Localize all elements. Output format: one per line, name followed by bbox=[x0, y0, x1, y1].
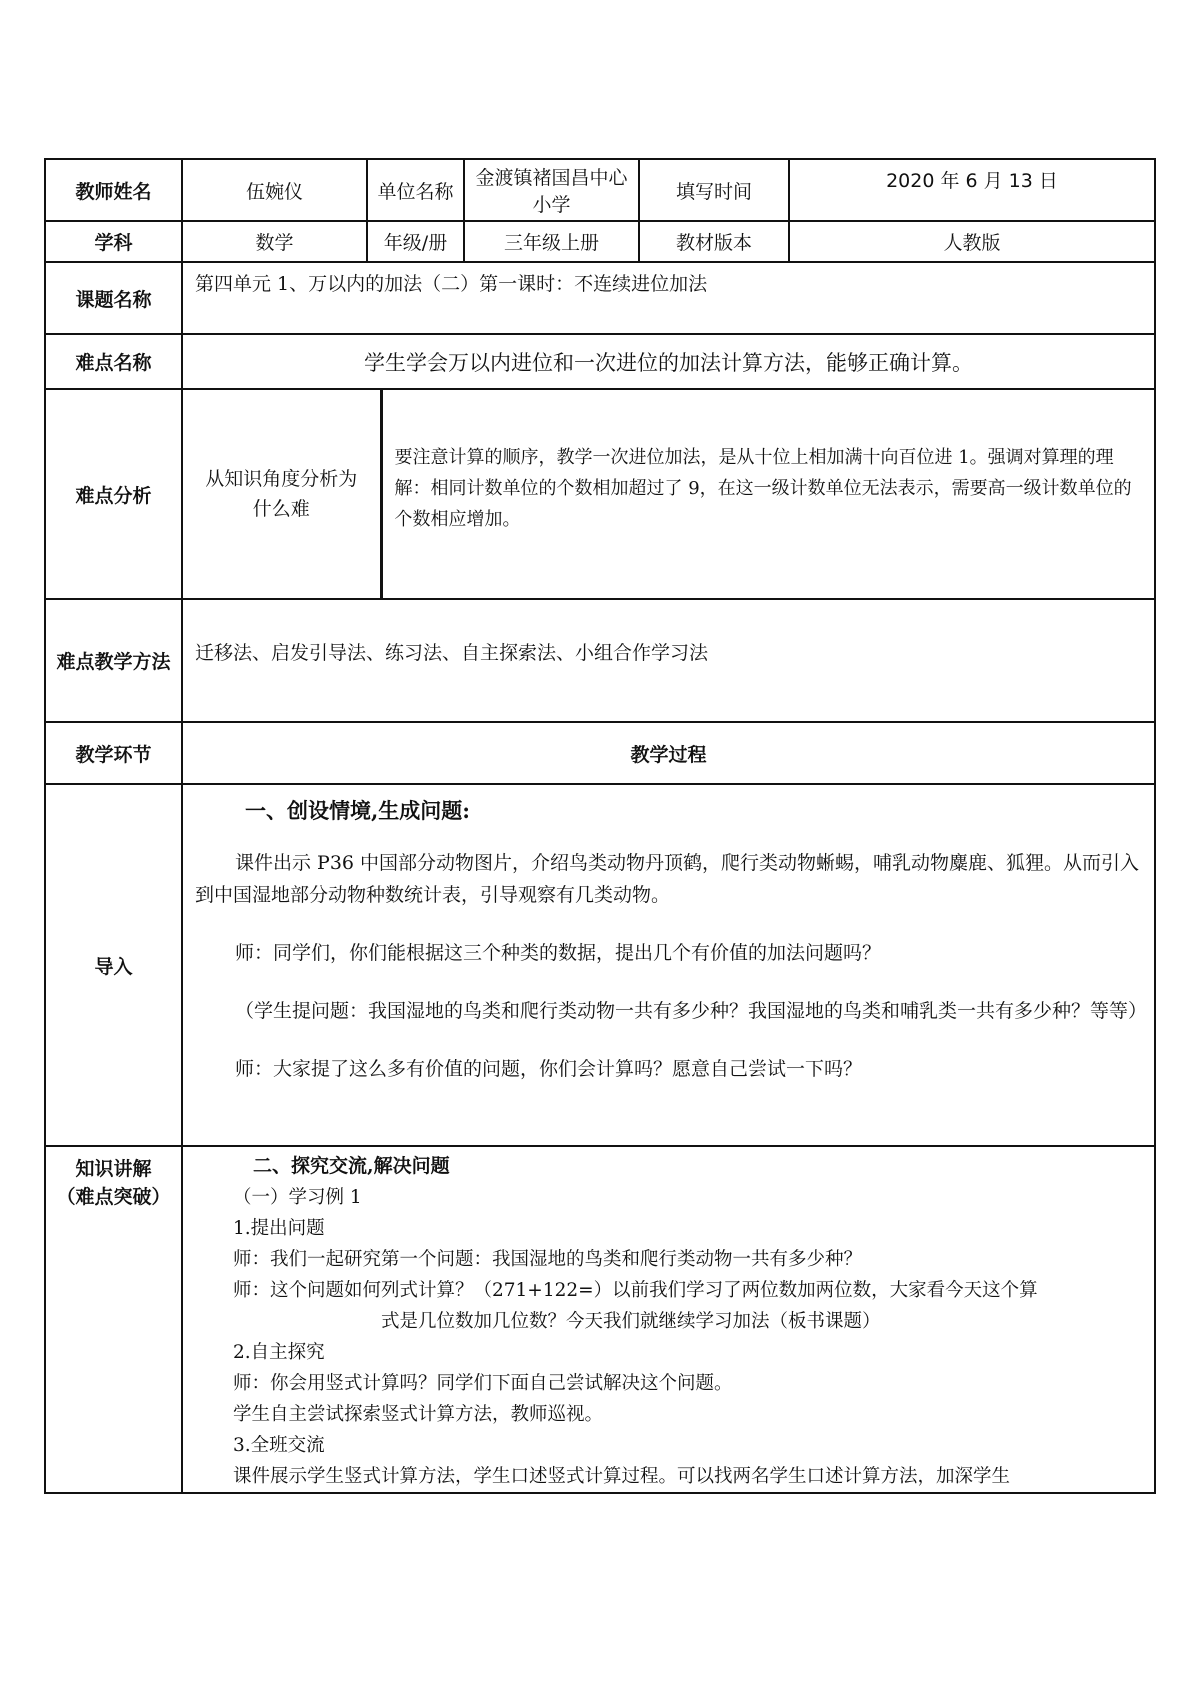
knowledge-label bbox=[45, 1146, 182, 1493]
teacher-info-row bbox=[45, 159, 1155, 221]
edition-value: 人教版 bbox=[789, 221, 1155, 262]
knowledge-line-8: 学生自主尝试探索竖式计算方法，教师巡视。 bbox=[233, 1404, 604, 1425]
analysis-content bbox=[182, 389, 1155, 599]
unit-name-line2: 小学 bbox=[532, 194, 571, 216]
edition-label: 教材版本 bbox=[639, 221, 789, 262]
intro-paragraph-4: 师：大家提了这么多有价值的问题，你们会计算吗？愿意自己尝试一下吗？ bbox=[235, 1058, 863, 1080]
analysis-nested-table bbox=[183, 390, 1154, 598]
methods-row bbox=[45, 599, 1155, 722]
grade-value: 三年级上册 bbox=[464, 221, 639, 262]
intro-paragraph-1: 课件出示 P36 中国部分动物图片，介绍鸟类动物丹顶鹤，爬行类动物蜥蜴，哺乳动物麋鹿、狐狸。从而引入到中国湿地部分动物种数统计表，引导观察有几类动物。 bbox=[195, 852, 1140, 906]
methods-label: 难点教学方法 bbox=[45, 599, 182, 722]
analysis-aspect bbox=[183, 390, 381, 598]
intro-content bbox=[182, 784, 1155, 1146]
knowledge-line-7: 师：你会用竖式计算吗？同学们下面自己尝试解决这个问题。 bbox=[233, 1373, 733, 1394]
subject-label: 学科 bbox=[45, 221, 182, 262]
grade-label: 年级/册 bbox=[367, 221, 464, 262]
difficulty-label: 难点名称 bbox=[45, 334, 182, 389]
analysis-row bbox=[45, 389, 1155, 599]
topic-label: 课题名称 bbox=[45, 262, 182, 334]
difficulty-value: 学生学会万以内进位和一次进位的加法计算方法，能够正确计算。 bbox=[182, 334, 1155, 389]
unit-name-label: 单位名称 bbox=[367, 159, 464, 221]
knowledge-content bbox=[182, 1146, 1155, 1493]
intro-heading: 一、创设情境,生成问题: bbox=[245, 798, 471, 823]
topic-row bbox=[45, 262, 1155, 334]
knowledge-label-line2: （难点突破） bbox=[56, 1186, 171, 1208]
topic-value: 第四单元 1、万以内的加法（二）第一课时：不连续进位加法 bbox=[182, 262, 1155, 334]
subject-value: 数学 bbox=[182, 221, 367, 262]
knowledge-line-9: 3.全班交流 bbox=[233, 1435, 325, 1456]
analysis-label: 难点分析 bbox=[45, 389, 182, 599]
intro-row bbox=[45, 784, 1155, 1146]
unit-name-value bbox=[464, 159, 639, 221]
knowledge-line-5: 式是几位数加几位数？今天我们就继续学习加法（板书课题） bbox=[381, 1311, 881, 1332]
knowledge-line-10: 课件展示学生竖式计算方法，学生口述竖式计算过程。可以找两名学生口述计算方法，加深学生 bbox=[233, 1466, 1011, 1487]
difficulty-row bbox=[45, 334, 1155, 389]
process-header-value: 教学过程 bbox=[182, 722, 1155, 784]
knowledge-line-2: 1.提出问题 bbox=[233, 1218, 325, 1239]
process-header-row bbox=[45, 722, 1155, 784]
lesson-plan-table bbox=[44, 158, 1156, 1494]
intro-paragraph-3: （学生提问题：我国湿地的鸟类和爬行类动物一共有多少种？我国湿地的鸟类和哺乳类一共有多少种？等等） bbox=[235, 1000, 1148, 1022]
knowledge-line-1: （一）学习例 1 bbox=[233, 1187, 362, 1208]
fill-date-value: 2020 年 6 月 13 日 bbox=[789, 159, 1155, 221]
methods-value: 迁移法、启发引导法、练习法、自主探索法、小组合作学习法 bbox=[182, 599, 1155, 722]
knowledge-heading: 二、探究交流,解决问题 bbox=[253, 1155, 450, 1177]
fill-date-label: 填写时间 bbox=[639, 159, 789, 221]
knowledge-row bbox=[45, 1146, 1155, 1493]
knowledge-line-4: 师：这个问题如何列式计算？（271+122=）以前我们学习了两位数加两位数，大家看今天这个算 bbox=[233, 1280, 1038, 1301]
intro-label: 导入 bbox=[45, 784, 182, 1146]
teacher-name-value: 伍婉仪 bbox=[182, 159, 367, 221]
analysis-text: 要注意计算的顺序，教学一次进位加法，是从十位上相加满十向百位进 1。强调对算理的理解：相同计数单位的个数相加超过了 9，在这一级计数单位无法表示，需要高一级计数单位的个数相应增加。 bbox=[394, 447, 1132, 530]
intro-paragraph-2: 师：同学们，你们能根据这三个种类的数据，提出几个有价值的加法问题吗？ bbox=[235, 942, 882, 964]
unit-name-line1: 金渡镇褚国昌中心 bbox=[475, 167, 628, 189]
knowledge-line-6: 2.自主探究 bbox=[233, 1342, 325, 1363]
process-step-label: 教学环节 bbox=[45, 722, 182, 784]
knowledge-line-3: 师：我们一起研究第一个问题：我国湿地的鸟类和爬行类动物一共有多少种？ bbox=[233, 1249, 863, 1270]
knowledge-label-line1: 知识讲解 bbox=[75, 1158, 152, 1180]
analysis-aspect-line1: 从知识角度分析为 bbox=[205, 468, 358, 490]
subject-row bbox=[45, 221, 1155, 262]
teacher-name-label: 教师姓名 bbox=[45, 159, 182, 221]
analysis-aspect-line2: 什么难 bbox=[252, 498, 310, 520]
